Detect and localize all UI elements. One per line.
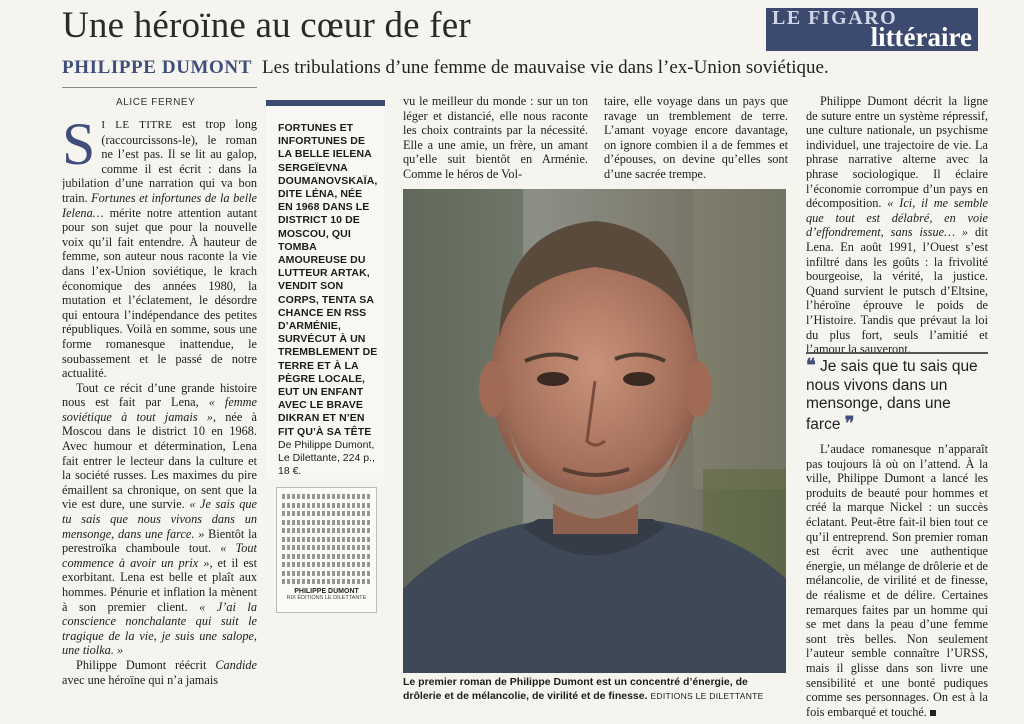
- col5-a: Philippe Dumont décrit la ligne de suture entre un système répressif, une culture nationale, un psychisme individuel, une trajectoire de vie. La phrase narrative alterne avec la phrase sociologique. Il éclaire l’économie corrompue d’un pays en décomposition.: [806, 94, 988, 211]
- open-quote-icon: ❝: [806, 355, 816, 375]
- p2-quote-4: « J’ai la conscience nonchalante qui suit le tragique de la vie, je suis une salope, une tiolka. »: [62, 599, 257, 658]
- column-1: [62, 117, 257, 721]
- cover-text-line: [282, 520, 371, 525]
- caption-text: Le premier roman de Philippe Dumont est un concentré d’énergie, de drôlerie et de mélancolie, de virilité et de finesse.: [403, 676, 748, 702]
- p2-b: , née à Moscou dans le district 10 en 1968. Avec humour et détermination, Lena fait entrer le lecteur dans la culture et la société russes. Les maximes du pire émaillent sa chronique, on sent que la vie est dure, une survie.: [62, 409, 257, 512]
- end-mark-icon: [930, 710, 936, 716]
- masthead-logo: [766, 8, 978, 51]
- masthead-top: LE FIGARO: [772, 8, 898, 29]
- p3-a: Philippe Dumont réécrit: [76, 657, 216, 672]
- byline: ALICE FERNEY: [116, 97, 196, 108]
- p3-b: avec une héroïne qui n’a jamais: [62, 672, 219, 687]
- col5-bottom-text: L’audace romanesque n’apparaît pas toujours là où on l’attend. À la ville, Philippe Dumont a lancé les produits de beauté pour hommes et créé la marque Nickel : un succès éclatant. Peut-être fait-il bien tout ce qu’il entreprend. Son premier roman est écrit avec une authentique énergie, un mélange de drôlerie et de mélancolie, de virilité et de finesse, de réalisme et de délire. Certaines remarques faites par un homme qui se met dans la peau d’une femme sont très belles. Non seulement l’auteur semble connaître l’URSS, mais il glisse dans son livre une sensibilité et une bonté pudiques comme ses personnages. On est à la fois embarqué et touché.: [806, 442, 988, 719]
- book-cover: [276, 487, 377, 613]
- col5-quote: « Ici, il me semble que tout est délabré, en voie d’effondrement, sans issue… »: [806, 196, 988, 240]
- column-3-text: vu le meilleur du monde : sur un ton léger et distancié, elle nous raconte les choix contraints par la nécessité. Elle a une amie, un frère, un amant qu’elle suit bientôt en Arménie. Comme le héros de Vol-: [403, 94, 588, 181]
- top-rule: [62, 87, 257, 88]
- lead-in: I LE TITRE: [101, 119, 173, 131]
- pull-quote-text: Je sais que tu sais que nous vivons dans un mensonge, dans une farce: [806, 358, 978, 433]
- book-title: Fortunes et infortunes de la belle Ielena…: [62, 190, 257, 220]
- photo-credit: EDITIONS LE DILETTANTE: [650, 690, 764, 701]
- column-5-top: [806, 94, 988, 357]
- paragraph-3: [62, 658, 257, 687]
- cover-text-line: [282, 562, 371, 567]
- column-4-text: taire, elle voyage dans un pays que ravage un tremblement de terre. L’amant voyage encore davantage, on ignore combien il a de femmes et d’épouses, on devine qu’elles sont d’une sacrée trempe.: [604, 94, 788, 181]
- cover-text-line: [282, 571, 371, 576]
- p1-text: est trop long (raccourcissons-le), le roman ne l’est pas. Il se lit au galop, comme il est écrit : dans la jubilation d’une narration qui va bon train.: [62, 117, 257, 205]
- paragraph-1: [62, 117, 257, 381]
- p2-quote-3: « Tout commence à avoir un prix »: [62, 541, 257, 570]
- masthead-bottom: littéraire: [870, 22, 972, 51]
- pull-quote: [806, 352, 988, 434]
- p2-quote-2: « Je sais que tu sais que nous vivons dans un mensonge, dans une farce. »: [62, 497, 257, 541]
- book-info-sidebar: [266, 100, 385, 479]
- paragraph-2: [62, 381, 257, 658]
- candide-title: Candide: [215, 657, 257, 672]
- book-source: De Philippe Dumont, Le Dilettante, 224 p., 18 €.: [278, 438, 375, 478]
- cover-author: PHILIPPE DUMONT: [294, 587, 359, 595]
- p2-a: Tout ce récit d’une grande histoire nous est fait par Lena,: [62, 380, 257, 410]
- cover-text-line: [282, 511, 371, 516]
- cover-text-line: [282, 528, 371, 533]
- column-3-top: [403, 94, 588, 182]
- headline: Une héroïne au cœur de fer: [62, 5, 471, 46]
- author-name: PHILIPPE DUMONT: [62, 57, 253, 78]
- cover-text-line: [282, 545, 371, 550]
- author-photo: [403, 189, 786, 673]
- cover-text-line: [282, 537, 371, 542]
- column-5-bottom-paragraph: [806, 442, 988, 719]
- photo-caption: [403, 676, 787, 703]
- cover-text-line: [282, 554, 371, 559]
- p2-quote-1: « femme soviétique à tout jamais »: [62, 395, 257, 424]
- author-deck-line: [62, 55, 829, 81]
- dropcap: S: [62, 117, 96, 177]
- book-full-title: FORTUNES ET INFORTUNES DE LA BELLE IELENA SERGEÏEVNA DOUMANOVSKAÏA, DITE LÉNA, NÉE EN 1968 DANS LE DISTRICT 10 DE MOSCOU, QUI TOMBA AMOUREUSE DU LUTTEUR ARTAK, VENDIT SON CORPS, TENTA SA CHANCE EN RSS D’ARMÉNIE, SURVÉCUT À UN TREMBLEMENT DE TERRE ET À LA PÈGRE LOCALE, EUT UN ENFANT AVEC LE BRAVE DIKRAN ET N’EN FIT QU’À SA TÊTE: [278, 122, 378, 438]
- cover-publisher: RIX ÉDITIONS LE DILETTANTE: [286, 594, 367, 601]
- p1-end: mérite notre attention autant pour son sujet que pour la nouvelle voix qu’il fait entendre. À hauteur de femme, son auteur nous raconte la vie dans l’ex-Union soviétique, le krach économique des années 1980, la mutation et l’éclatement, le désordre qui entoura l’indépendance des petites républiques. Voilà en somme, sous une forme romanesque inattendue, le soubassement et le passé de notre actualité.: [62, 205, 257, 381]
- p2-c: Bientôt la perestroïka chamboule tout.: [62, 526, 257, 556]
- portrait-illustration: [403, 189, 786, 673]
- p2-d: , et il est exorbitant. Lena est belle et plaît aux hommes. Pénurie et inflation la mènent à son premier client.: [62, 555, 257, 614]
- cover-text-line: [282, 579, 371, 584]
- column-4-top: [604, 94, 788, 182]
- col5-b: dit Lena. En août 1991, l’Ouest s’est infiltré dans les goûts : la frivolité bourgeoise, la vérité, la justice. Quand survient le putsch d’Eltsine, l’héroïne éprouve le poids de l’Histoire. Tandis que prévaut la loi du plus fort, seuls l’amitié et l’amour la sauveront.: [806, 225, 988, 357]
- deck: Les tribulations d’une femme de mauvaise vie dans l’ex-Union soviétique.: [262, 57, 829, 78]
- cover-text-line: [282, 494, 371, 499]
- cover-text-line: [282, 503, 371, 508]
- column-5-paragraph: [806, 94, 988, 357]
- column-5-bottom: [806, 442, 988, 722]
- close-quote-icon: ❞: [844, 412, 855, 433]
